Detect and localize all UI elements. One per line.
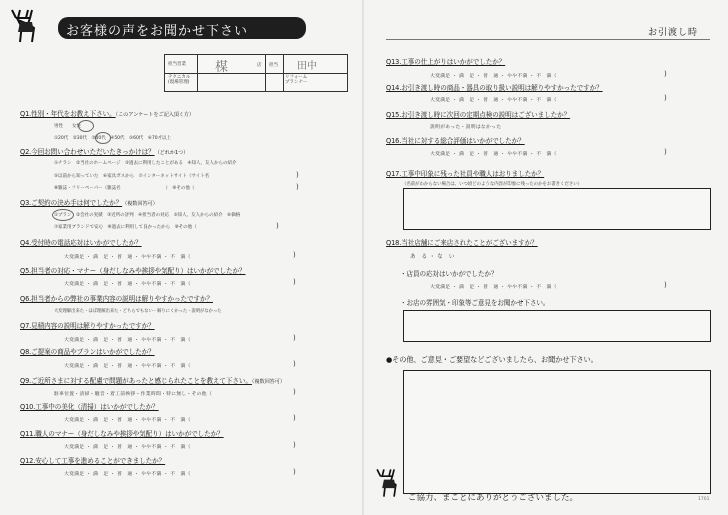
deer-logo-icon bbox=[6, 8, 46, 50]
builder-label: 担当 bbox=[269, 63, 278, 68]
page-title: お客様の声をお聞かせ下さい bbox=[66, 24, 249, 39]
builder-handwritten: 田中 bbox=[297, 61, 317, 72]
page-number: 1701 bbox=[698, 497, 710, 502]
q4-scale[interactable]: 大変満足 ・ 満 足 ・ 普 通 ・ やや不満 ・ 不 満（ bbox=[64, 255, 191, 260]
q18-answer-box[interactable] bbox=[403, 310, 711, 342]
q15-question: Q15.お引き渡し時に次回の定期点検の説明はございましたか？ bbox=[386, 111, 571, 119]
sales-suffix: 店 bbox=[257, 63, 262, 68]
q10-scale[interactable]: 大変満足 ・ 満 足 ・ 普 通 ・ やや不満 ・ 不 満（ bbox=[64, 418, 191, 423]
sales-handwritten: 楳 bbox=[215, 60, 229, 75]
q8-question: Q8.ご提案の商品やプランはいかがでしたか？ bbox=[20, 348, 155, 356]
q1-age-options[interactable]: ①20代 ②30代 ③40代 ④50代 ⑤60代 ⑥70才以上 bbox=[54, 136, 172, 141]
q5-question: Q5.担当者の対応・マナー（身だしなみや挨拶や気配り）はいかがでしたか？ bbox=[20, 267, 246, 275]
q11-question: Q11.職人のマナー（身だしなみや挨拶や気配り）はいかがでしたか？ bbox=[20, 430, 224, 438]
q17-note: （名前がわからない場合は、いつ頃どのような内容が印象に残ったのかをお書きください） bbox=[402, 182, 583, 187]
q10-question: Q10.工事中の美化（清掃）はいかがでしたか？ bbox=[20, 403, 159, 411]
q1-question: Q1.性別・年代をお教え下さい。（このアンケートをご記入頂く方） bbox=[20, 110, 195, 118]
q18-store-question: ・お店の雰囲気・印象等ご意見をお聞かせ下さい。 bbox=[400, 299, 550, 307]
q1-gender-options[interactable]: 男性 女性 bbox=[54, 124, 81, 129]
right-page-title: お引渡し時 bbox=[648, 28, 699, 38]
q13-scale[interactable]: 大変満足 ・ 満 足 ・ 普 通 ・ やや不満 ・ 不 満（ bbox=[430, 74, 557, 79]
technical-label: テクニカル (現場管理) bbox=[168, 75, 191, 85]
q17-answer-box[interactable] bbox=[403, 188, 711, 230]
q6-question: Q6.担当者からの弊社の事業内容の説明は解りやすかったですか？ bbox=[20, 295, 214, 303]
q2-options-row2[interactable]: ⑤以前から知っていた ⑥家具ガスから ⑦インターネットサイト（サイト名 bbox=[54, 174, 210, 179]
reform-label: リフォーム プランナー bbox=[285, 75, 308, 85]
right-header-rule bbox=[386, 39, 710, 40]
q8-scale[interactable]: 大変満足 ・ 満 足 ・ 普 通 ・ やや不満 ・ 不 満（ bbox=[64, 364, 191, 369]
comment-prompt: ●その他、ご意見・ご要望などございましたら、お聞かせ下さい。 bbox=[386, 355, 598, 364]
q4-question: Q4.受付時の電話応対はいかがでしたか？ bbox=[20, 239, 142, 247]
sales-label: 担当営業 bbox=[168, 62, 186, 67]
q3-question: Q3.ご契約の決め手は何でしたか？（複数回答可） bbox=[20, 199, 158, 207]
q16-scale[interactable]: 大変満足 ・ 満 足 ・ 普 通 ・ やや不満 ・ 不 満（ bbox=[430, 152, 557, 157]
q3-options-row1[interactable]: ①プラン ②会社の実績 ③近所の評判 ④担当者の対応 ⑤知人、友人からの紹介 ⑥価格 bbox=[54, 213, 241, 218]
q14-scale[interactable]: 大変満足 ・ 満 足 ・ 普 通 ・ やや不満 ・ 不 満（ bbox=[430, 98, 557, 103]
q9-options[interactable]: 駐車位置・清掃・騒音・着工前挨拶・作業時間・特に無し・その他（ bbox=[54, 392, 213, 397]
q6-scale[interactable]: 大変理解出来た・ほぼ理解出来た・どちらでもない・解りにくかった・説明がなかった bbox=[54, 309, 222, 314]
q7-scale[interactable]: 大変満足 ・ 満 足 ・ 普 通 ・ やや不満 ・ 不 満（ bbox=[64, 338, 191, 343]
q18-staff-scale[interactable]: 大変満足 ・ 満 足 ・ 普 通 ・ やや不満 ・ 不 満（ bbox=[430, 285, 557, 290]
page-fold bbox=[362, 0, 364, 515]
deer-footer-icon bbox=[372, 466, 406, 506]
q15-options[interactable]: 説明があった・説明はなかった bbox=[430, 125, 502, 130]
q12-scale[interactable]: 大変満足 ・ 満 足 ・ 普 通 ・ やや不満 ・ 不 満（ bbox=[64, 472, 191, 477]
q18-staff-question: ・店員の応対はいかがでしたか？ bbox=[400, 270, 498, 278]
q13-question: Q13.工事の仕上がりはいかがでしたか？ bbox=[386, 58, 506, 66]
q5-scale[interactable]: 大変満足 ・ 満 足 ・ 普 通 ・ やや不満 ・ 不 満（ bbox=[64, 282, 191, 287]
thanks-text: ご協力、まことにありがとうございました。 bbox=[408, 493, 579, 503]
q3-options-row2[interactable]: ⑦家業用ブランドで安心 ⑧過去に利用して良かったから ⑨その他（ bbox=[54, 225, 197, 230]
q16-question: Q16.当社に対する総合評価はいかがでしたか？ bbox=[386, 137, 525, 145]
q2-options-row1[interactable]: ①チラシ ②当社のホームページ ③過去に利用したことがある ④知人、友人からの紹介 bbox=[54, 161, 237, 166]
q12-question: Q12.安心して工事を進めることができましたか？ bbox=[20, 457, 166, 465]
q2-question: Q2.今回お問い合わせいただいたきっかけは？（どれか1つ） bbox=[20, 148, 189, 156]
q18-question: Q18.当社店舗にご来店されたことがございますか？ bbox=[386, 239, 538, 247]
q7-question: Q7.見積内容の説明は解りやすかったですか？ bbox=[20, 322, 155, 330]
q9-question: Q9.ご近所さまに対する配慮で問題があったと感じられたことを教えて下さい。（複数回答可） bbox=[20, 377, 285, 385]
q2-options-row3[interactable]: ⑧雑誌・フリーペーパー（雑誌名 ） ⑨その他（ bbox=[54, 186, 195, 191]
q11-scale[interactable]: 大変満足 ・ 満 足 ・ 普 通 ・ やや不満 ・ 不 満（ bbox=[64, 445, 191, 450]
q17-question: Q17.工事中印象に残った社員や職人はおりましたか？ bbox=[386, 170, 545, 178]
q14-question: Q14.お引き渡し時の商品・器具の取り扱い説明は解りやすかったですか？ bbox=[386, 84, 603, 92]
staff-table bbox=[164, 54, 348, 92]
comment-box[interactable] bbox=[403, 370, 711, 494]
q18-options[interactable]: あ る ・ な い bbox=[410, 254, 455, 260]
